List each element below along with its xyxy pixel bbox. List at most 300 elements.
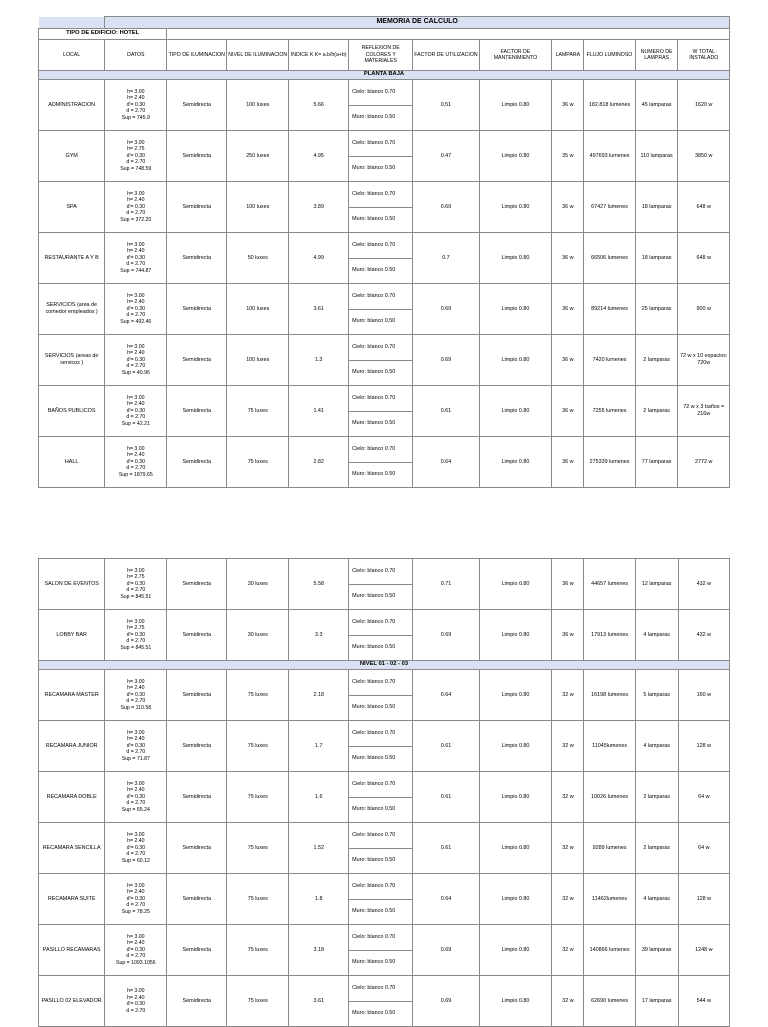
factor-u-cell: 0.69	[413, 925, 479, 976]
nivel-cell: 75 luxes	[227, 925, 289, 976]
datos-line: h= 3.00	[127, 933, 145, 940]
table-row	[39, 976, 730, 1002]
wtotal-cell: 432 w	[678, 559, 729, 610]
indice-cell: 2.82	[289, 437, 349, 488]
indice-cell: 1.8	[289, 874, 349, 925]
factor-u-cell: 0.7	[413, 233, 479, 284]
table-row	[39, 925, 730, 951]
datos-line: Sup = 1879.65	[118, 471, 153, 478]
indice-cell: 3.3	[289, 610, 349, 661]
factor-m-cell: Limpio 0.80	[479, 131, 552, 182]
muro-cell: Muro: blanco 0.50	[349, 584, 413, 610]
header-datos: DATOS	[105, 40, 167, 71]
numero-cell: 2 lamparas	[635, 772, 678, 823]
numero-cell: 4 lamparas	[635, 874, 678, 925]
datos-line: d = 2.70	[126, 414, 146, 421]
datos-line: d'= 0.30	[126, 305, 146, 312]
numero-cell: 4 lamparas	[635, 610, 678, 661]
factor-m-cell: Limpio 0.80	[479, 386, 552, 437]
table-row	[39, 559, 730, 585]
datos-line: d'= 0.30	[126, 946, 146, 953]
datos-line: h= 2.40	[127, 350, 145, 357]
datos-line: h= 2.40	[127, 299, 145, 306]
tipo-cell: Semidirecta	[167, 284, 227, 335]
nivel-cell: 100 luxes	[227, 80, 289, 131]
header-nivel: NIVEL DE ILUMINACION	[227, 40, 289, 71]
datos-line: h= 2.40	[127, 736, 145, 743]
datos-line: d'= 0.30	[126, 580, 146, 587]
numero-cell: 2 lamparas	[635, 335, 678, 386]
muro-cell: Muro: blanco 0.50	[349, 105, 413, 131]
numero-cell: 45 lamparas	[635, 80, 678, 131]
datos-line: Sup = 845.51	[120, 644, 152, 651]
cielo-cell: Cielo: blanco 0.70	[349, 559, 413, 585]
datos-cell	[105, 925, 167, 976]
tipo-cell: Semidirecta	[167, 80, 227, 131]
datos-line: d = 2.70	[126, 851, 146, 858]
nivel-cell: 75 luxes	[227, 386, 289, 437]
indice-cell: 3.18	[289, 925, 349, 976]
datos-line: d = 2.70	[126, 465, 146, 472]
flujo-cell: 140866 lumenes	[584, 925, 635, 976]
nivel-cell: 250 luxes	[227, 131, 289, 182]
datos-line: Sup = 78.25	[121, 908, 150, 915]
wtotal-cell: 64 w	[678, 772, 729, 823]
header-factor-u: FACTOR DE UTILIZACION	[413, 40, 479, 71]
factor-u-cell: 0.69	[413, 284, 479, 335]
indice-cell: 4.95	[289, 131, 349, 182]
datos-line: h= 3.00	[127, 394, 145, 401]
datos-cell	[105, 335, 167, 386]
wtotal-cell: 1248 w	[678, 925, 729, 976]
factor-m-cell: Limpio 0.80	[479, 772, 552, 823]
datos-line: d = 2.70	[126, 800, 146, 807]
factor-m-cell: Limpio 0.80	[479, 925, 552, 976]
datos-line: d'= 0.30	[126, 203, 146, 210]
datos-line: h= 2.40	[127, 197, 145, 204]
datos-line: d = 2.70	[126, 749, 146, 756]
datos-cell	[105, 823, 167, 874]
local-cell: RECAMARA SENCILLA	[39, 823, 105, 874]
flujo-cell: 10026 lumenes	[584, 772, 635, 823]
datos-line: h= 3.00	[127, 678, 145, 685]
datos-line: Sup = 42.21	[121, 420, 150, 427]
datos-line: Sup = 492.46	[120, 318, 152, 325]
flujo-cell: 9289 lumenes	[584, 823, 635, 874]
flujo-cell: 16198 lumenes	[584, 670, 635, 721]
datos-cell	[105, 670, 167, 721]
datos-line: d'= 0.30	[126, 1001, 146, 1007]
wtotal-cell: 128 w	[678, 721, 729, 772]
wtotal-cell: 1620 w	[678, 80, 730, 131]
datos-line: d = 2.70	[126, 1007, 146, 1014]
datos-line: Sup = 60.12	[121, 857, 150, 864]
datos-cell	[105, 131, 167, 182]
nivel-cell: 75 luxes	[227, 772, 289, 823]
datos-line: h= 3.00	[127, 567, 145, 574]
tipo-cell: Semidirecta	[167, 823, 227, 874]
numero-cell: 12 lamparas	[635, 559, 678, 610]
datos-line: d'= 0.30	[126, 254, 146, 261]
cielo-cell: Cielo: blanco 0.70	[349, 386, 413, 412]
column-headers	[39, 40, 730, 71]
table-row	[39, 823, 730, 849]
local-cell: BAÑOS PUBLICOS	[39, 386, 105, 437]
factor-m-cell: Limpio 0.80	[479, 80, 552, 131]
datos-cell	[105, 976, 167, 1027]
flujo-cell: 182,818 lumenes	[584, 80, 635, 131]
header-tipo: TIPO DE ILUMINACION	[167, 40, 227, 71]
factor-u-cell: 0.61	[413, 823, 479, 874]
local-cell: ADMINISTRACION	[39, 80, 105, 131]
datos-line: Sup = 372.20	[120, 216, 152, 223]
lampara-cell: 36 w	[552, 233, 584, 284]
datos-line: d = 2.70	[126, 261, 146, 268]
datos-line: d = 2.70	[126, 108, 146, 115]
tipo-cell: Semidirecta	[167, 976, 227, 1027]
datos-line: h= 2.40	[127, 248, 145, 255]
header-lampara: LAMPARA	[552, 40, 584, 71]
cielo-cell: Cielo: blanco 0.70	[349, 874, 413, 900]
datos-line: h= 3.00	[127, 988, 145, 994]
table-row	[39, 874, 730, 900]
lampara-cell: 32 w	[552, 772, 584, 823]
muro-cell: Muro: blanco 0.50	[349, 695, 413, 721]
datos-line: d'= 0.30	[126, 356, 146, 363]
indice-cell: 1.52	[289, 823, 349, 874]
datos-line: Sup = 40.96	[121, 369, 150, 376]
muro-cell: Muro: blanco 0.50	[349, 462, 413, 488]
factor-m-cell: Limpio 0.80	[479, 182, 552, 233]
datos-line: h= 3.00	[127, 88, 145, 95]
muro-cell: Muro: blanco 0.50	[349, 258, 413, 284]
datos-line: d = 2.70	[126, 312, 146, 319]
muro-cell: Muro: blanco 0.50	[349, 848, 413, 874]
factor-u-cell: 0.64	[413, 437, 479, 488]
factor-u-cell: 0.51	[413, 80, 479, 131]
tipo-cell: Semidirecta	[167, 437, 227, 488]
datos-cell	[105, 284, 167, 335]
factor-m-cell: Limpio 0.80	[479, 233, 552, 284]
cielo-cell: Cielo: blanco 0.70	[349, 772, 413, 798]
nivel-cell: 50 luxes	[227, 233, 289, 284]
header-flujo: FLUJO LUMINOSO	[584, 40, 635, 71]
muro-cell: Muro: blanco 0.50	[349, 1001, 413, 1027]
datos-cell	[105, 182, 167, 233]
datos-cell	[105, 233, 167, 284]
wtotal-cell: 544 w	[678, 976, 729, 1027]
datos-cell	[105, 437, 167, 488]
datos-line: d'= 0.30	[126, 844, 146, 851]
factor-m-cell: Limpio 0.80	[479, 559, 552, 610]
datos-line: h= 2.75	[127, 574, 145, 581]
muro-cell: Muro: blanco 0.50	[349, 156, 413, 182]
factor-m-cell: Limpio 0.80	[479, 437, 552, 488]
tipo-cell: Semidirecta	[167, 182, 227, 233]
lampara-cell: 36 w	[552, 182, 584, 233]
numero-cell: 2 lamparas	[635, 386, 678, 437]
factor-m-cell: Limpio 0.80	[479, 670, 552, 721]
datos-line: h= 2.40	[127, 401, 145, 408]
datos-cell	[105, 559, 167, 610]
wtotal-cell: 900 w	[678, 284, 730, 335]
nivel-cell: 75 luxes	[227, 823, 289, 874]
nivel-cell: 30 luxes	[227, 610, 289, 661]
numero-cell: 2 lamparas	[635, 823, 678, 874]
local-cell: PASILLO RECAMARAS	[39, 925, 105, 976]
numero-cell: 25 lamparas	[635, 284, 678, 335]
datos-line: h= 2.75	[127, 625, 145, 632]
cielo-cell: Cielo: blanco 0.70	[349, 925, 413, 951]
lampara-cell: 32 w	[552, 721, 584, 772]
datos-cell	[105, 772, 167, 823]
header-indice: INDICE K K= a.b/h(a+b)	[289, 40, 349, 71]
numero-cell: 18 lamparas	[635, 233, 678, 284]
indice-cell: 3.61	[289, 976, 349, 1027]
header-factor-m: FACTOR DE MANTENIMIENTO	[479, 40, 552, 71]
section-nivel	[39, 661, 730, 670]
datos-line: d = 2.70	[126, 159, 146, 166]
factor-m-cell: Limpio 0.80	[479, 823, 552, 874]
tipo-cell: Semidirecta	[167, 874, 227, 925]
datos-line: d = 2.70	[126, 902, 146, 909]
flujo-cell: 66506 lumenes	[584, 233, 635, 284]
tipo-cell: Semidirecta	[167, 559, 227, 610]
wtotal-cell: 648 w	[678, 233, 730, 284]
indice-cell: 1.41	[289, 386, 349, 437]
cielo-cell: Cielo: blanco 0.70	[349, 233, 413, 259]
datos-line: h= 3.00	[127, 882, 145, 889]
tipo-cell: Semidirecta	[167, 233, 227, 284]
flujo-cell: 7255 lumenes	[584, 386, 635, 437]
local-cell: RECAMARA JUNIOR	[39, 721, 105, 772]
cielo-cell: Cielo: blanco 0.70	[349, 823, 413, 849]
local-cell: RECAMARA DOBLE	[39, 772, 105, 823]
factor-u-cell: 0.69	[413, 335, 479, 386]
page-title: MEMORIA DE CALCULO	[105, 17, 730, 29]
nivel-cell: 75 luxes	[227, 874, 289, 925]
factor-u-cell: 0.71	[413, 559, 479, 610]
numero-cell: 5 lamparas	[635, 670, 678, 721]
tipo-cell: Semidirecta	[167, 610, 227, 661]
flujo-cell: 17913 lumenes	[584, 610, 635, 661]
datos-line: h= 3.00	[127, 831, 145, 838]
datos-line: d = 2.70	[126, 953, 146, 960]
factor-m-cell: Limpio 0.80	[479, 976, 552, 1027]
indice-cell: 1.6	[289, 772, 349, 823]
datos-line: d'= 0.30	[126, 742, 146, 749]
cielo-cell: Cielo: blanco 0.70	[349, 437, 413, 463]
table-row	[39, 131, 730, 157]
indice-cell: 1.7	[289, 721, 349, 772]
datos-line: d'= 0.30	[126, 793, 146, 800]
lampara-cell: 32 w	[552, 823, 584, 874]
building-type: TIPO DE EDIFICIO: HOTEL	[39, 29, 167, 40]
tipo-cell: Semidirecta	[167, 335, 227, 386]
nivel-cell: 30 luxes	[227, 559, 289, 610]
factor-u-cell: 0.69	[413, 182, 479, 233]
local-cell: GYM	[39, 131, 105, 182]
indice-cell: 3.89	[289, 182, 349, 233]
datos-line: h= 2.40	[127, 889, 145, 896]
numero-cell: 18 lamparas	[635, 182, 678, 233]
datos-line: d = 2.70	[126, 210, 146, 217]
datos-line: h= 3.00	[127, 190, 145, 197]
flujo-cell: 11045lumenes	[584, 721, 635, 772]
table-row	[39, 335, 730, 361]
lampara-cell: 36 w	[552, 386, 584, 437]
tipo-cell: Semidirecta	[167, 131, 227, 182]
datos-line: h= 3.00	[127, 139, 145, 146]
wtotal-cell: 648 w	[678, 182, 730, 233]
numero-cell: 110 lamparas	[635, 131, 678, 182]
flujo-cell: 497693 lumenes	[584, 131, 635, 182]
factor-u-cell: 0.64	[413, 670, 479, 721]
datos-line: h= 3.00	[127, 618, 145, 625]
datos-line: Sup = 845.51	[120, 593, 152, 600]
factor-m-cell: Limpio 0.80	[479, 874, 552, 925]
factor-m-cell: Limpio 0.80	[479, 721, 552, 772]
wtotal-cell: 160 w	[678, 670, 729, 721]
datos-line: h= 2.40	[127, 452, 145, 459]
local-cell: RECAMARA SUITE	[39, 874, 105, 925]
indice-cell: 5.66	[289, 80, 349, 131]
datos-line: Sup = 1093.1056	[115, 959, 156, 966]
muro-cell: Muro: blanco 0.50	[349, 360, 413, 386]
datos-line: h= 3.00	[127, 241, 145, 248]
datos-line: Sup = 748.59	[120, 165, 152, 172]
lampara-cell: 36 w	[552, 284, 584, 335]
wtotal-cell: 72 w x 3 baños = 216w	[678, 386, 730, 437]
lampara-cell: 32 w	[552, 976, 584, 1027]
datos-line: d = 2.70	[126, 587, 146, 594]
nivel-cell: 75 luxes	[227, 670, 289, 721]
datos-line: d'= 0.30	[126, 691, 146, 698]
tipo-cell: Semidirecta	[167, 670, 227, 721]
table-row	[39, 386, 730, 412]
flujo-cell: 275339 lumenes	[584, 437, 635, 488]
nivel-cell: 75 luxes	[227, 721, 289, 772]
section-nivel-label: NIVEL 01 - 02 - 03	[39, 661, 730, 670]
wtotal-cell: 128 w	[678, 874, 729, 925]
datos-line: h= 2.75	[127, 146, 145, 153]
datos-line: d'= 0.30	[126, 895, 146, 902]
local-cell: LOBBY BAR	[39, 610, 105, 661]
factor-m-cell: Limpio 0.80	[479, 610, 552, 661]
cielo-cell: Cielo: blanco 0.70	[349, 721, 413, 747]
table-row	[39, 721, 730, 747]
datos-cell	[105, 80, 167, 131]
factor-u-cell: 0.61	[413, 386, 479, 437]
numero-cell: 4 lamparas	[635, 721, 678, 772]
section-planta-baja: PLANTA BAJA	[39, 71, 730, 80]
muro-cell: Muro: blanco 0.50	[349, 309, 413, 335]
indice-cell: 3.61	[289, 284, 349, 335]
header-wtotal: W TOTAL INSTALADO	[678, 40, 730, 71]
datos-line: h= 2.40	[127, 940, 145, 947]
datos-line: d'= 0.30	[126, 152, 146, 159]
lampara-cell: 32 w	[552, 925, 584, 976]
tipo-cell: Semidirecta	[167, 386, 227, 437]
local-cell: SPA	[39, 182, 105, 233]
local-cell: SERVICIOS (areas de servicos )	[39, 335, 105, 386]
indice-cell: 5.58	[289, 559, 349, 610]
table-row	[39, 437, 730, 463]
flujo-cell: 67427 lumenes	[584, 182, 635, 233]
lampara-cell: 36 w	[552, 559, 584, 610]
indice-cell: 2.18	[289, 670, 349, 721]
datos-line: d = 2.70	[126, 638, 146, 645]
local-cell: SERVICIOS (area de comedor empleados )	[39, 284, 105, 335]
numero-cell: 39 lamparas	[635, 925, 678, 976]
muro-cell: Muro: blanco 0.50	[349, 797, 413, 823]
flujo-cell: 89214 lumenes	[584, 284, 635, 335]
datos-line: Sup = 745.9	[121, 114, 150, 121]
datos-line: h= 2.40	[127, 95, 145, 102]
indice-cell: 1.3	[289, 335, 349, 386]
cielo-cell: Cielo: blanco 0.70	[349, 976, 413, 1002]
cielo-cell: Cielo: blanco 0.70	[349, 131, 413, 157]
lampara-cell: 36 w	[552, 610, 584, 661]
table-row	[39, 284, 730, 310]
table-row	[39, 772, 730, 798]
lampara-cell: 36 w	[552, 80, 584, 131]
tipo-cell: Semidirecta	[167, 772, 227, 823]
local-cell: RESTAURANTE A Y B	[39, 233, 105, 284]
datos-line: h= 3.00	[127, 729, 145, 736]
datos-line: d'= 0.30	[126, 101, 146, 108]
cielo-cell: Cielo: blanco 0.70	[349, 670, 413, 696]
datos-line: d = 2.70	[126, 698, 146, 705]
datos-line: h= 2.40	[127, 994, 145, 1001]
numero-cell: 77 lamparas	[635, 437, 678, 488]
datos-line: d'= 0.30	[126, 631, 146, 638]
factor-u-cell: 0.69	[413, 976, 479, 1027]
cielo-cell: Cielo: blanco 0.70	[349, 610, 413, 636]
local-cell: SALON DE EVENTOS	[39, 559, 105, 610]
flujo-cell: 44657 lumenes	[584, 559, 635, 610]
table-row	[39, 233, 730, 259]
table-row	[39, 182, 730, 208]
muro-cell: Muro: blanco 0.50	[349, 746, 413, 772]
nivel-cell: 75 luxes	[227, 976, 289, 1027]
datos-cell	[105, 610, 167, 661]
nivel-cell: 75 luxes	[227, 437, 289, 488]
datos-line: Sup = 110.58	[120, 704, 152, 711]
datos-line: Sup = 65.24	[121, 806, 150, 813]
flujo-cell: 62690 lumenes	[584, 976, 635, 1027]
local-cell: HALL	[39, 437, 105, 488]
wtotal-cell: 432 w	[678, 610, 729, 661]
flujo-cell: 7420 lumenes	[584, 335, 635, 386]
datos-line: d'= 0.30	[126, 458, 146, 465]
datos-cell	[105, 874, 167, 925]
wtotal-cell: 2772 w	[678, 437, 730, 488]
calc-table-bottom	[38, 558, 730, 1027]
muro-cell: Muro: blanco 0.50	[349, 207, 413, 233]
factor-u-cell: 0.47	[413, 131, 479, 182]
factor-m-cell: Limpio 0.80	[479, 284, 552, 335]
datos-cell	[105, 721, 167, 772]
tipo-cell: Semidirecta	[167, 721, 227, 772]
lampara-cell: 36 w	[552, 437, 584, 488]
local-cell: PASILLO 02 ELEVADOR	[39, 976, 105, 1027]
lampara-cell: 32 w	[552, 874, 584, 925]
lampara-cell: 36 w	[552, 335, 584, 386]
factor-u-cell: 0.64	[413, 874, 479, 925]
nivel-cell: 100 luxes	[227, 182, 289, 233]
factor-u-cell: 0.61	[413, 721, 479, 772]
